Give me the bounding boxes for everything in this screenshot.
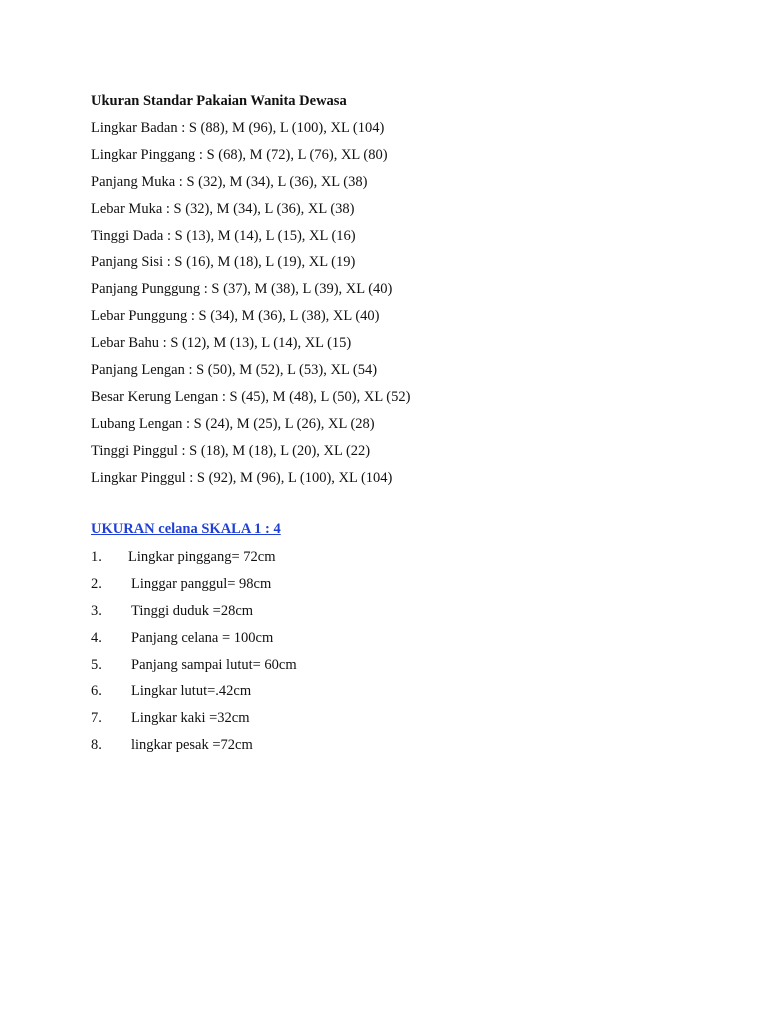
size-item-lingkar-pinggang: Lingkar Pinggang : S (68), M (72), L (76), XL (80) bbox=[91, 146, 388, 163]
pants-list bbox=[91, 548, 297, 763]
list-number: 1. bbox=[91, 549, 102, 565]
size-item-lingkar-pinggul: Lingkar Pinggul : S (92), M (96), L (100), XL (104) bbox=[91, 469, 393, 486]
list-number: 7. bbox=[91, 710, 102, 727]
pants-item bbox=[91, 629, 297, 656]
size-item-lebar-muka: Lebar Muka : S (32), M (34), L (36), XL (38) bbox=[91, 200, 355, 217]
pants-item-text: Lingkar lutut=.42cm bbox=[131, 683, 252, 700]
pants-item-text: Tinggi duduk =28cm bbox=[131, 602, 254, 619]
document-title: Ukuran Standar Pakaian Wanita Dewasa bbox=[91, 93, 347, 109]
size-list bbox=[91, 119, 410, 495]
size-item-panjang-sisi: Panjang Sisi : S (16), M (18), L (19), XL (19) bbox=[91, 254, 356, 271]
pants-section-link[interactable]: UKURAN celana SKALA 1 : 4 bbox=[91, 521, 281, 537]
pants-item bbox=[91, 682, 297, 709]
size-item-besar-kerung-lengan: Besar Kerung Lengan : S (45), M (48), L (50), XL (52) bbox=[91, 388, 411, 405]
pants-item bbox=[91, 736, 297, 763]
pants-item bbox=[91, 548, 297, 575]
size-item-lingkar-badan: Lingkar Badan : S (88), M (96), L (100), XL (104) bbox=[91, 120, 385, 136]
pants-item bbox=[91, 656, 297, 683]
size-item-tinggi-dada: Tinggi Dada : S (13), M (14), L (15), XL (16) bbox=[91, 227, 356, 244]
pants-item-text: Lingkar pinggang= 72cm bbox=[128, 549, 276, 565]
pants-item bbox=[91, 602, 297, 629]
pants-item-text: lingkar pesak =72cm bbox=[131, 737, 253, 754]
size-item-panjang-punggung: Panjang Punggung : S (37), M (38), L (39), XL (40) bbox=[91, 281, 393, 298]
pants-item bbox=[91, 575, 297, 602]
list-number: 2. bbox=[91, 575, 102, 592]
pants-item-text: Linggar panggul= 98cm bbox=[131, 575, 272, 592]
size-item-panjang-muka: Panjang Muka : S (32), M (34), L (36), XL (38) bbox=[91, 173, 368, 190]
list-number: 3. bbox=[91, 602, 102, 619]
pants-item bbox=[91, 709, 297, 736]
size-item-lubang-lengan: Lubang Lengan : S (24), M (25), L (26), XL (28) bbox=[91, 415, 375, 432]
pants-item-text: Lingkar kaki =32cm bbox=[131, 710, 250, 727]
pants-item-text: Panjang sampai lutut= 60cm bbox=[131, 656, 297, 673]
size-item-panjang-lengan: Panjang Lengan : S (50), M (52), L (53), XL (54) bbox=[91, 362, 378, 379]
list-number: 8. bbox=[91, 737, 102, 754]
list-number: 5. bbox=[91, 656, 102, 673]
size-item-lebar-punggung: Lebar Punggung : S (34), M (36), L (38), XL (40) bbox=[91, 308, 380, 325]
size-item-lebar-bahu: Lebar Bahu : S (12), M (13), L (14), XL (15) bbox=[91, 335, 352, 352]
size-item-tinggi-pinggul: Tinggi Pinggul : S (18), M (18), L (20), XL (22) bbox=[91, 442, 371, 459]
list-number: 6. bbox=[91, 683, 102, 700]
pants-item-text: Panjang celana = 100cm bbox=[131, 629, 274, 646]
list-number: 4. bbox=[91, 629, 102, 646]
